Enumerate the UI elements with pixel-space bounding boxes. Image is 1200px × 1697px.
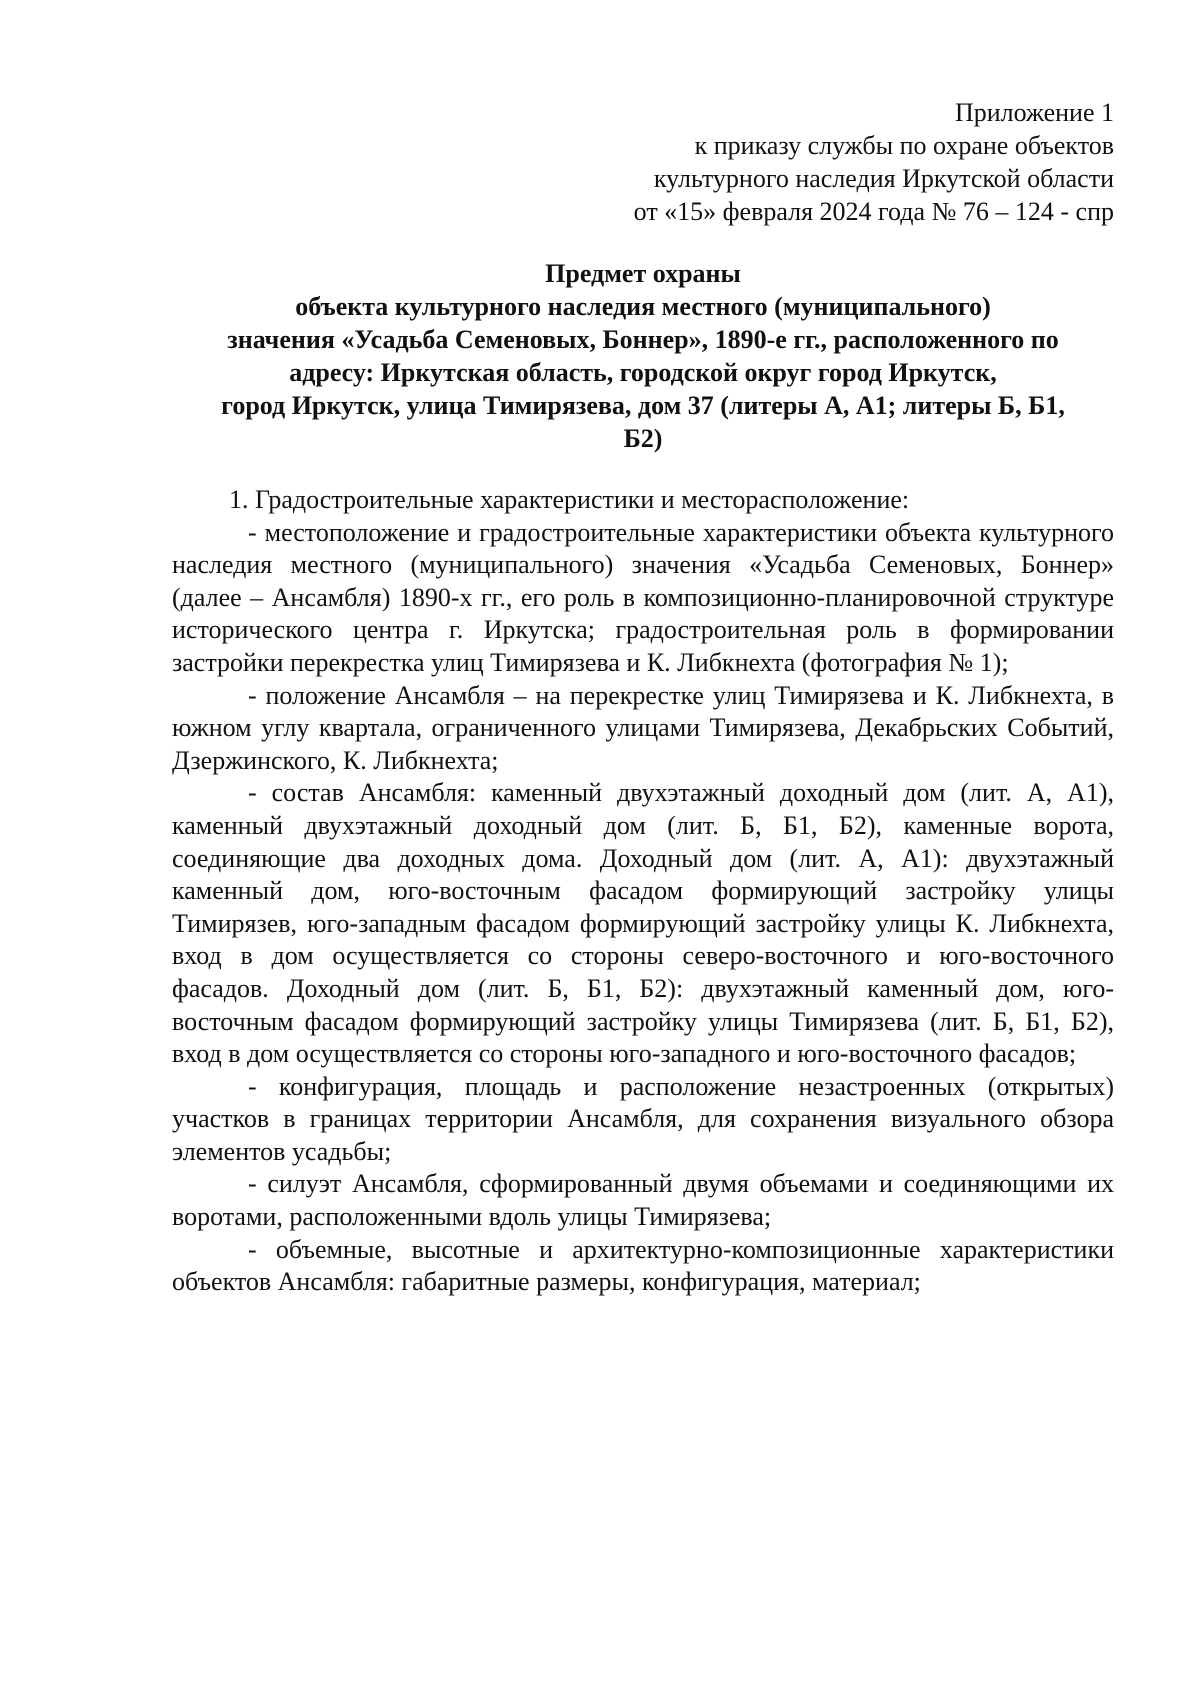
title-line-3: значения «Усадьба Семеновых, Боннер», 1890-е гг., расположенного по <box>227 325 1059 354</box>
appendix-order-date: от «15» февраля 2024 года № 76 – 124 - спр <box>633 197 1114 226</box>
paragraph-composition: - состав Ансамбля: каменный двухэтажный доходный дом (лит. А, А1), каменный двухэтажный доходный дом (лит. Б, Б1, Б2), каменные ворота, соединяющие два доходных дома. Доходный дом (лит. А, А1): двухэтажный каменный дом, юго-восточным фасадом формирующий застройку улицы Тимирязев, юго-западным фасадом формирующий застройку улицы К. Либкнехта, вход в дом осуществляется со стороны северо-восточного и юго-восточного фасадов. Доходный дом (лит. Б, Б1, Б2): двухэтажный каменный дом, юго-восточным фасадом формирующий застройку улицы Тимирязева (лит. Б, Б1, Б2), вход в дом осуществляется со стороны юго-западного и юго-восточного фасадов; <box>172 778 1114 1069</box>
document-page <box>172 96 1114 1299</box>
appendix-header <box>172 96 1114 228</box>
paragraph-volumetric: - объемные, высотные и архитектурно-композиционные характеристики объектов Ансамбля: габаритные размеры, конфигурация, материал; <box>172 1234 1114 1297</box>
document-body <box>172 484 1114 1299</box>
paragraph-location: - местоположение и градостроительные характеристики объекта культурного наследия местного (муниципального) значения «Усадьба Семеновых, Боннер» (далее – Ансамбля) 1890-х гг., его роль в композиционно-планировочной структуре исторического центра г. Иркутска; градостроительная роль в формировании застройки перекрестка улиц Тимирязева и К. Либкнехта (фотография № 1); <box>172 517 1114 677</box>
paragraph-silhouette: - силуэт Ансамбля, сформированный двумя объемами и соединяющими их воротами, расположенными вдоль улицы Тимирязева; <box>172 1169 1114 1232</box>
title-line-5: город Иркутск, улица Тимирязева, дом 37 (литеры А, А1; литеры Б, Б1, <box>221 391 1065 420</box>
title-line-1: Предмет охраны <box>545 259 741 288</box>
title-line-4: адресу: Иркутская область, городской округ город Иркутск, <box>289 358 997 387</box>
section-heading: 1. Градостроительные характеристики и месторасположение: <box>229 485 910 514</box>
document-title <box>172 257 1114 455</box>
appendix-number: Приложение 1 <box>954 98 1114 127</box>
title-line-6: Б2) <box>623 424 663 453</box>
paragraph-open-areas: - конфигурация, площадь и расположение незастроенных (открытых) участков в границах территории Ансамбля, для сохранения визуального обзора элементов усадьбы; <box>172 1071 1114 1166</box>
title-line-2: объекта культурного наследия местного (муниципального) <box>295 292 991 321</box>
appendix-authority: культурного наследия Иркутской области <box>653 164 1114 193</box>
paragraph-position: - положение Ансамбля – на перекрестке улиц Тимирязева и К. Либкнехта, в южном углу квартала, ограниченного улицами Тимирязева, Декабрьских Событий, Дзержинского, К. Либкнехта; <box>172 680 1114 775</box>
appendix-order-ref: к приказу службы по охране объектов <box>694 131 1114 160</box>
